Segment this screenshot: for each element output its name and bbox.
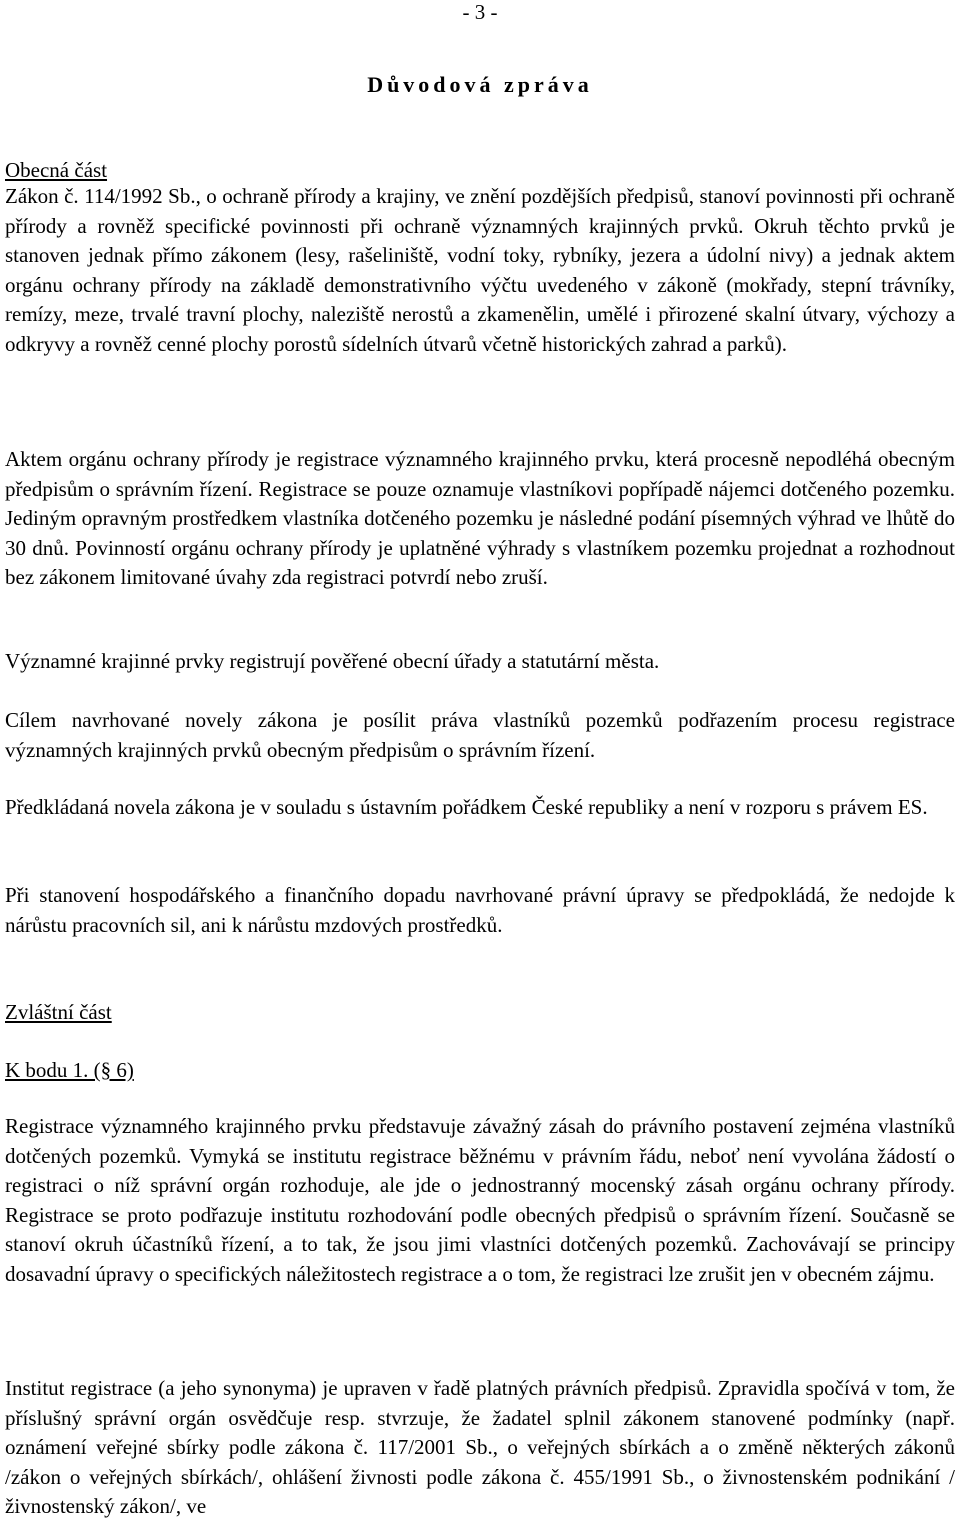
- general-paragraph-5: Předkládaná novela zákona je v souladu s ústavním pořádkem České republiky a není v rozporu s právem ES.: [5, 795, 928, 819]
- general-paragraph-3: Významné krajinné prvky registrují pověřené obecní úřady a statutární města.: [5, 649, 660, 673]
- special-paragraph-2: Institut registrace (a jeho synonyma) je upraven v řadě platných právních předpisů. Zpravidla spočívá v tom, že příslušný správní orgán osvědčuje resp. stvrzuje, že žadatel splnil zákonem stanovené podmínky (např. oznámení veřejné sbírky podle zákona č. 117/2001 Sb., o veřejných sbírkách a o změně některých zákonů /zákon o veřejných sbírkách/, ohlášení živnosti podle zákona č. 455/1991 Sb., o živnostenském podnikání /živnostenský zákon/, ve: [5, 1376, 955, 1518]
- page-number: - 3 -: [462, 0, 498, 24]
- general-paragraph-6: Při stanovení hospodářského a finančního dopadu navrhované právní úpravy se předpokládá, že nedojde k nárůstu pracovních sil, ani k nárůstu mzdových prostředků.: [5, 883, 955, 937]
- special-part-subheading: K bodu 1. (§ 6): [5, 1058, 134, 1082]
- general-part-heading: Obecná část: [5, 158, 108, 182]
- document-title: Důvodová zpráva: [367, 72, 593, 97]
- general-paragraph-1: Zákon č. 114/1992 Sb., o ochraně přírody a krajiny, ve znění pozdějších předpisů, stanoví povinnosti při ochraně přírody a rovněž specifické povinnosti při ochraně významných krajinných prvků. Okruh těchto prvků je stanoven jednak přímo zákonem (lesy, rašeliniště, vodní toky, rybníky, jezera a údolní nivy) a jednak aktem orgánu ochrany přírody na základě demonstrativního výčtu uvedeného v zákoně (mokřady, stepní trávníky, remízy, meze, trvalé travní plochy, naleziště nerostů a zkamenělin, umělé i přirozené skalní útvary, výchozy a odkryvy a rovněž cenné plochy porostů sídelních útvarů včetně historických zahrad a parků).: [5, 184, 955, 356]
- general-paragraph-4: Cílem navrhované novely zákona je posílit práva vlastníků pozemků podřazením procesu registrace významných krajinných prvků obecným předpisům o správním řízení.: [5, 708, 955, 762]
- special-part-heading: Zvláštní část: [5, 1000, 112, 1024]
- special-paragraph-1: Registrace významného krajinného prvku představuje závažný zásah do právního postavení zejména vlastníků dotčených pozemků. Vymyká se institutu registrace běžnému v právním řádu, neboť není vyvolána žádostí o registraci o níž správní orgán rozhoduje, ale jde o jednostranný mocenský zásah orgánu ochrany přírody. Registrace se proto podřazuje institutu rozhodování podle obecných předpisů o správním řízení. Současně se stanoví okruh účastníků řízení, a to tak, že jsou jimi vlastníci dotčených pozemků. Zachovávají se principy dosavadní úpravy o specifických náležitostech registrace a o tom, že registraci lze zrušit jen v obecném zájmu.: [5, 1114, 955, 1286]
- general-paragraph-2: Aktem orgánu ochrany přírody je registrace významného krajinného prvku, která procesně nepodléhá obecným předpisům o správním řízení. Registrace se pouze oznamuje vlastníkovi popřípadě nájemci dotčeného pozemku. Jediným opravným prostředkem vlastníka dotčeného pozemku je následné podání písemných výhrad ve lhůtě do 30 dnů. Povinností orgánu ochrany přírody je uplatněné výhrady s vlastníkem pozemku projednat a rozhodnout bez zákonem limitované úvahy zda registraci potvrdí nebo zruší.: [5, 447, 955, 589]
